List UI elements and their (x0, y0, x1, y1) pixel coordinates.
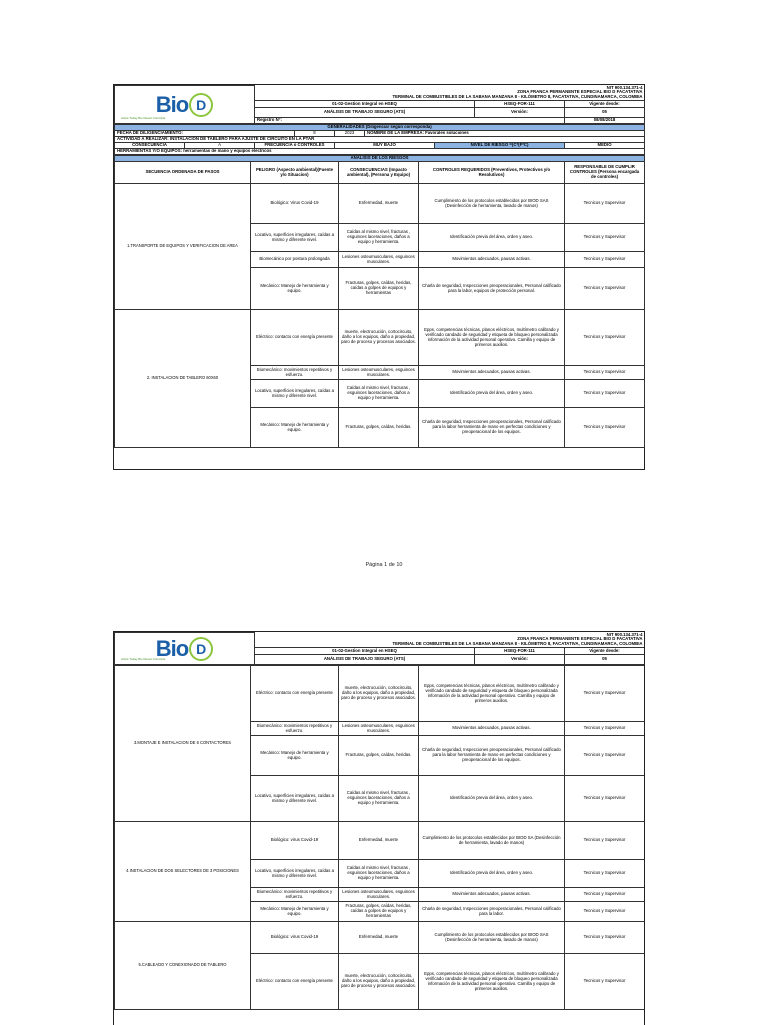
risk-section-title: ANALISIS DE LOS RIESGOS (115, 156, 645, 162)
step-cell: 1.TRANSPORTE DE EQUIPOS Y VERIFICACION DE AREA (115, 184, 251, 310)
consecuencia-cell: Lesiones osteomusculares, esguinces musculares. (339, 888, 419, 902)
risk-table-page-1 (114, 155, 645, 448)
document-code: HSEQ-FOR-111 (475, 648, 565, 655)
page-number: Página 1 de 10 (365, 562, 403, 568)
control-cell: Cumplimiento de los protocolos establecidos por BIOD SAS (Desinfección de herramienta, lavado de manos) (419, 922, 565, 954)
version-value: 05 (565, 108, 645, 118)
general-title: GENERALIDADES (Diligenciar según corresponda) (115, 125, 645, 131)
document-header (114, 632, 645, 665)
logo-tagline: Actúe Today Bio Diesel Colombia (121, 657, 166, 662)
valid-label: Vigente desde: (565, 101, 645, 108)
peligro-cell: Eléctrico: contacto con energía presente (251, 954, 339, 1010)
peligro-cell: Biomecánico por postura prolongada (251, 252, 339, 268)
control-cell: Movimientos adecuados, pausas activas. (419, 252, 565, 268)
consecuencia-label: CONSECUENCIA (115, 143, 185, 149)
consecuencia-cell: Fracturas, golpes, caídas, heridas. (339, 736, 419, 776)
consecuencia-cell: Enfermedad, muerte (339, 922, 419, 954)
responsable-cell: Tecnicos y Supervisor (565, 822, 645, 860)
control-cell: Epps, competencias técnicas, planos eléctricos, multímetro calibrado y verificado candado de seguridad y etiqueta de bloqueo personalizada información de la actividad personal operativo. Camilla y equipo de primeros auxilios. (419, 666, 565, 722)
peligro-cell: Locativo, superficies irregulares, caídas a mismo y diferente nivel. (251, 224, 339, 252)
control-cell: Charla de seguridad, Inspecciones preoperacionales, Personal calificado para la labor herramienta de mano en perfectas condiciones y preoperacional de los equipos. (419, 736, 565, 776)
responsable-cell: Tecnicos y Supervisor (565, 776, 645, 822)
peligro-cell: Mecánico: Manejo de herramienta y equipo. (251, 902, 339, 922)
company-address: NIT 900.134.371-4 ZONA FRANCA PERMANENTE ESPECIAL BIO D FACATATIVA TERMINAL DE COMBUSTIBLES DE LA SABANA MANZANA 8 - KILÓMETRO 8, FACATATIVA, CUNDINAMARCA, COLOMBIA (255, 86, 645, 101)
valid-label: Vigente desde: (565, 648, 645, 655)
control-cell: Identificación previa del área, orden y aseo. (419, 224, 565, 252)
ats-page-2 (113, 631, 645, 1025)
logo-text: Bio (155, 92, 189, 117)
responsable-cell: Tecnicos y Supervisor (565, 252, 645, 268)
control-cell: Identificación previa del área, orden y aseo. (419, 860, 565, 888)
consecuencia-cell: Caídas al mismo nivel, fracturas , esguinces laceraciones, daños a equipo y herramienta. (339, 776, 419, 822)
peligro-cell: Mecánico: Manejo de herramienta y equipo. (251, 268, 339, 310)
responsable-cell: Tecnicos y Supervisor (565, 310, 645, 366)
consecuencia-cell: Lesiones osteomusculares, esguinces musculares. (339, 366, 419, 380)
control-cell: Cumplimiento de los protocolos establecidos por BIOD SAS (Desinfección de herramienta, lavado de manos) (419, 184, 565, 224)
control-cell: Identificación previa del área, orden y aseo. (419, 380, 565, 408)
control-cell: Cumplimiento de los protocolos establecidos por BIOD SA (Desinfección de herramienta, lavado de manos) (419, 822, 565, 860)
peligro-cell: Locativo, superficies irregulares, caídas a mismo y diferente nivel. (251, 776, 339, 822)
control-cell: Movimientos adecuados, pausas activas. (419, 366, 565, 380)
process-name: 01-02-Gestion Integral en HSEQ (255, 101, 475, 108)
peligro-cell: Locativo, superficies irregulares, caídas a mismo y diferente nivel. (251, 860, 339, 888)
fecha-year: 2023 (335, 131, 365, 137)
logo-d-mark: D (189, 93, 213, 117)
consecuencia-cell: Fracturas, golpes, caídas, heridas. (339, 408, 419, 448)
frecuencia-label: FRECUENCIA o CONTROLES (255, 143, 335, 149)
document-title: ANÁLISIS DE TRABAJO SEGURO (ATS) (255, 108, 475, 118)
responsable-cell: Tecnicos y Supervisor (565, 366, 645, 380)
col-peligro: PELIGRO (Aspecto ambiental)(Fuente y/o Situacion) (251, 162, 339, 184)
document-header (114, 85, 645, 124)
consecuencia-cell: Fracturas, golpes, caídas, heridas, caídas a golpes de equipos y herramientas (339, 902, 419, 922)
control-cell: Movimientos adecuados, pausas activas. (419, 888, 565, 902)
peligro-cell: Mecánico: Manejo de herramienta y equipo. (251, 408, 339, 448)
control-cell: Charla de seguridad, Inspecciones preoperacionales, Personal calificado para la labor, equipos de protección personal. (419, 268, 565, 310)
responsable-cell: Tecnicos y Supervisor (565, 666, 645, 722)
company-logo (115, 633, 255, 665)
step-cell: 2. INSTALACION DE TABLERO 60X60 (115, 310, 251, 448)
col-responsable: RESPONSABLE DE CUMPLIR CONTROLES (Persona encargada de controles) (565, 162, 645, 184)
responsable-cell: Tecnicos y Supervisor (565, 888, 645, 902)
consecuencia-cell: Caídas al mismo nivel, fracturas , esguinces laceraciones, daños a equipo y herramienta. (339, 224, 419, 252)
frecuencia-value: MUY BAJO (335, 143, 435, 149)
col-secuencia: SECUENCIA ORDENADA DE PASOS (115, 162, 251, 184)
responsable-cell: Tecnicos y Supervisor (565, 380, 645, 408)
version-label: Versión: (475, 655, 565, 665)
consecuencia-cell: Lesiones osteomusculares, esguinces musculares. (339, 252, 419, 268)
col-controles: CONTROLES REQUERIDOS (Preventivos, Protectivos y/o Resolutivos) (419, 162, 565, 184)
consecuencia-cell: Lesiones osteomusculares, esguinces musculares. (339, 722, 419, 736)
peligro-cell: Biológico: virus Covid-19 (251, 822, 339, 860)
empresa-label: NOMBRE DE LA EMPRESA: Favorales soluciones (365, 131, 645, 137)
logo-text: Bio (155, 636, 189, 661)
actividad-label: ACTIVIDAD A REALIZAR: INSTALACION DE TABLERO PARA AJUSTE DE CIRCUITO EN LA PTAR (115, 137, 645, 143)
control-cell: Epps, competencias técnicas, planos eléctricos, multímetro calibrado y verificado candado de seguridad y etiqueta de bloqueo personalizada información de la actividad personal operativo. Camilla y equipo de primeros auxilios. (419, 310, 565, 366)
control-cell: Charla de seguridad, Inspecciones preoperacionales, Personal calificado para la labor herramienta de mano en perfectas condiciones y preoperacional de los equipos. (419, 408, 565, 448)
col-consecuencias: CONSECUENCIAS (Impacto ambiental), (Persona y Equipo) (339, 162, 419, 184)
peligro-cell: Eléctrico: contacto con energía presente (251, 666, 339, 722)
consecuencia-cell: muerte, electrocución, cortocircuito, daño a los equipos, daño a propiedad, paro de proceso y procesos asociados. (339, 666, 419, 722)
company-logo (115, 86, 255, 124)
risk-table-page-2 (114, 665, 645, 1010)
responsable-cell: Tecnicos y Supervisor (565, 954, 645, 1010)
consecuencia-cell: muerte, electrocución, cortocircuito, daño a los equipos, daño a propiedad, paro de proceso y procesos asociados. (339, 954, 419, 1010)
control-cell: Identificación previa del área, orden y aseo. (419, 776, 565, 822)
peligro-cell: Locativo, superficies irregulares, caídas a mismo y diferente nivel. (251, 380, 339, 408)
ats-page-1 (113, 84, 645, 470)
peligro-cell: Biomecánico: movimientos repetitivos y esfuerzo. (251, 722, 339, 736)
control-cell: Movimientos adecuados, pausas activas. (419, 722, 565, 736)
consecuencia-cell: Fracturas, golpes, caídas, heridas, caídas a golpes de equipos y herramientas (339, 268, 419, 310)
step-cell: 3.MONTAJE E INSTALACION DE 6 CONTACTORES (115, 666, 251, 822)
responsable-cell: Tecnicos y Supervisor (565, 722, 645, 736)
consecuencia-value: A (185, 143, 255, 149)
consecuencia-cell: muerte, electrocución, cortocircuito, daño a los equipos, daño a propiedad, paro de proceso y procesos asociados. (339, 310, 419, 366)
document-title: ANÁLISIS DE TRABAJO SEGURO (ATS) (255, 655, 475, 665)
registro-label: Registro N°: (255, 118, 565, 124)
logo-d-mark: D (189, 637, 213, 661)
valid-date: 08/08/2018 (565, 118, 645, 124)
consecuencia-cell: Caídas al mismo nivel, fracturas , esguinces laceraciones, daños a equipo y herramienta. (339, 380, 419, 408)
peligro-cell: Mecánico: Manejo de herramienta y equipo. (251, 736, 339, 776)
nivel-label: NIVEL DE RIESGO =(C*(F*C) (435, 143, 565, 149)
responsable-cell: Tecnicos y Supervisor (565, 224, 645, 252)
version-value: 05 (565, 655, 645, 665)
responsable-cell: Tecnicos y Supervisor (565, 184, 645, 224)
version-label: Versión: (475, 108, 565, 118)
logo-tagline: Actúe Today Bio Diesel Colombia (121, 116, 166, 121)
peligro-cell: Eléctrico: contacto con energía presente (251, 310, 339, 366)
responsable-cell: Tecnicos y Supervisor (565, 408, 645, 448)
peligro-cell: Biológico: Virus Covid-19 (251, 184, 339, 224)
control-cell: Epps, competencias técnicas, planos eléctricos, multímetro calibrado y verificado candado de seguridad y etiqueta de bloqueo personalizada información de la actividad personal operativo. Camilla y equipo de primeros auxilios. (419, 954, 565, 1010)
herramientas-label: HERRAMIENTAS Y/O EQUIPOS: herramientas de mano y equipos eléctricos (115, 149, 645, 155)
consecuencia-cell: Enfermedad, muerte (339, 184, 419, 224)
responsable-cell: Tecnicos y Supervisor (565, 902, 645, 922)
general-section (114, 124, 645, 155)
fecha-day: 8 (295, 131, 335, 137)
step-cell: 4.INSTALACION DE DOS SELECTORES DE 3 POSICIONES (115, 822, 251, 922)
peligro-cell: Biológico: virus Covid-19 (251, 922, 339, 954)
fecha-label: FECHA DE DILIGENCIAMIENTO: (115, 131, 295, 137)
nivel-value: MEDIO (565, 143, 645, 149)
responsable-cell: Tecnicos y Supervisor (565, 922, 645, 954)
company-address: NIT 900.134.371-4 ZONA FRANCA PERMANENTE ESPECIAL BIO D FACATATIVA TERMINAL DE COMBUSTIBLES DE LA SABANA MANZANA 8 - KILÓMETRO 8, FACATATIVA, CUNDINAMARCA, COLOMBIA (255, 633, 645, 648)
responsable-cell: Tecnicos y Supervisor (565, 860, 645, 888)
document-code: HSEQ-FOR-111 (475, 101, 565, 108)
consecuencia-cell: Enfermedad, muerte (339, 822, 419, 860)
consecuencia-cell: Caídas al mismo nivel, fracturas , esguinces laceraciones, daños a equipo y herramienta. (339, 860, 419, 888)
responsable-cell: Tecnicos y Supervisor (565, 268, 645, 310)
step-cell: 5.CABLEADO Y CONEXIONADO DE TABLERO (115, 922, 251, 1010)
control-cell: Charla de seguridad, Inspecciones preoperacionales, Personal calificado para la labor. (419, 902, 565, 922)
peligro-cell: Biomecánico: movimientos repetitivos y esfuerzo. (251, 888, 339, 902)
peligro-cell: Biomecánico: movimientos repetitivos y esfuerzo. (251, 366, 339, 380)
responsable-cell: Tecnicos y Supervisor (565, 736, 645, 776)
process-name: 01-02-Gestion Integral en HSEQ (255, 648, 475, 655)
